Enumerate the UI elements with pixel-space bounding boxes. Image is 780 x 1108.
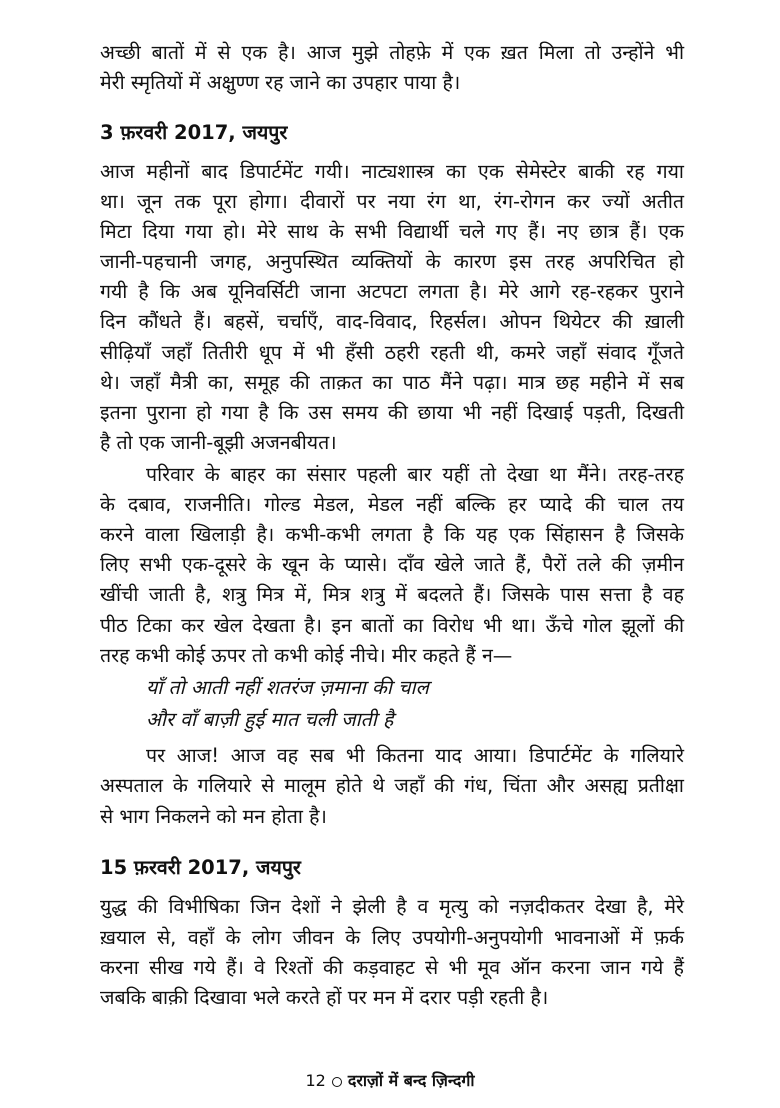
verse-line: और वाँ बाज़ी हुई मात चली जाती है <box>146 708 394 731</box>
paragraph-line: सीढ़ियाँ जहाँ तितीरी धूप में भी हँसी ठहरी रहती थी, कमरे जहाँ संवाद गूँजते <box>100 341 684 364</box>
paragraph-line: करना सीख गये हैं। वे रिश्तों की कड़वाहट से भी मूव ऑन करना जान गये हैं <box>100 956 684 979</box>
paragraph-line: है तो एक जानी-बूझी अजनबीयत। <box>100 431 337 454</box>
paragraph-line: करने वाला खिलाड़ी है। कभी-कभी लगता है कि यह एक सिंहासन है जिसके <box>100 523 684 546</box>
diary-entry-heading: 15 फ़रवरी 2017, जयपुर <box>100 856 301 879</box>
circle-separator-icon <box>332 1077 342 1087</box>
paragraph-line: थे। जहाँ मैत्री का, समूह की ताक़त का पाठ मैंने पढ़ा। मात्र छह महीने में सब <box>100 371 684 394</box>
page-number: 12 <box>305 1071 326 1090</box>
paragraph-line: पर आज! आज वह सब भी कितना याद आया। डिपार्टमेंट के गलियारे <box>146 744 684 767</box>
paragraph-line: दिन कौंधते हैं। बहसें, चर्चाएँ, वाद-विवाद, रिहर्सल। ओपन थियेटर की ख़ाली <box>100 310 684 333</box>
verse-line: याँ तो आती नहीं शतरंज ज़माना की चाल <box>146 676 429 699</box>
paragraph-line: के दबाव, राजनीति। गोल्ड मेडल, मेडल नहीं बल्कि हर प्यादे की चाल तय <box>100 493 684 516</box>
paragraph-line: खींची जाती है, शत्रु मित्र में, मित्र शत्रु में बदलते हैं। जिसके पास सत्ता है वह <box>100 583 684 606</box>
page-footer <box>0 1069 780 1091</box>
paragraph-line: परिवार के बाहर का संसार पहली बार यहीं तो देखा था मैंने। तरह-तरह <box>146 463 684 486</box>
paragraph-line: जानी-पहचानी जगह, अनुपस्थित व्यक्तियों के कारण इस तरह अपरिचित हो <box>100 250 684 273</box>
paragraph-line: पीठ टिका कर खेल देखता है। इन बातों का विरोध भी था। ऊँचे गोल झूलों की <box>100 614 684 637</box>
paragraph-line: अस्पताल के गलियारे से मालूम होते थे जहाँ की गंध, चिंता और असह्य प्रतीक्षा <box>100 774 684 797</box>
paragraph-line: तरह कभी कोई ऊपर तो कभी कोई नीचे। मीर कहते हैं न— <box>100 644 513 667</box>
paragraph-line: इतना पुराना हो गया है कि उस समय की छाया भी नहीं दिखाई पड़ती, दिखती <box>100 401 684 424</box>
book-title: दराज़ों में बन्द ज़िन्दगी <box>347 1071 475 1090</box>
paragraph-line: से भाग निकलने को मन होता है। <box>100 805 327 828</box>
diary-entry-heading: 3 फ़रवरी 2017, जयपुर <box>100 121 288 144</box>
paragraph-line: था। जून तक पूरा होगा। दीवारों पर नया रंग था, रंग-रोगन कर ज्यों अतीत <box>100 190 684 213</box>
paragraph-line: आज महीनों बाद डिपार्टमेंट गयी। नाट्यशास्त्र का एक सेमेस्टेर बाकी रह गया <box>100 160 684 183</box>
paragraph-line: गयी है कि अब यूनिवर्सिटी जाना अटपटा लगता है। मेरे आगे रह-रहकर पुराने <box>100 280 684 303</box>
paragraph-line: जबकि बाक़ी दिखावा भले करते हों पर मन में दरार पड़ी रहती है। <box>100 986 549 1009</box>
paragraph-line: मिटा दिया गया हो। मेरे साथ के सभी विद्यार्थी चले गए हैं। नए छात्र हैं। एक <box>100 220 684 243</box>
paragraph-line: अच्छी बातों में से एक है। आज मुझे तोहफ़े में एक ख़त मिला तो उन्होंने भी <box>100 41 684 64</box>
paragraph-line: लिए सभी एक-दूसरे के खून के प्यासे। दाँव खेले जाते हैं, पैरों तले की ज़मीन <box>100 553 684 576</box>
paragraph-line: ख़याल से, वहाँ के लोग जीवन के लिए उपयोगी-अनुपयोगी भावनाओं में फ़र्क <box>100 926 684 949</box>
paragraph-line: युद्ध की विभीषिका जिन देशों ने झेली है व मृत्यु को नज़दीकतर देखा है, मेरे <box>100 895 684 918</box>
paragraph-line: मेरी स्मृतियों में अक्षुण्ण रह जाने का उपहार पाया है। <box>100 71 461 94</box>
